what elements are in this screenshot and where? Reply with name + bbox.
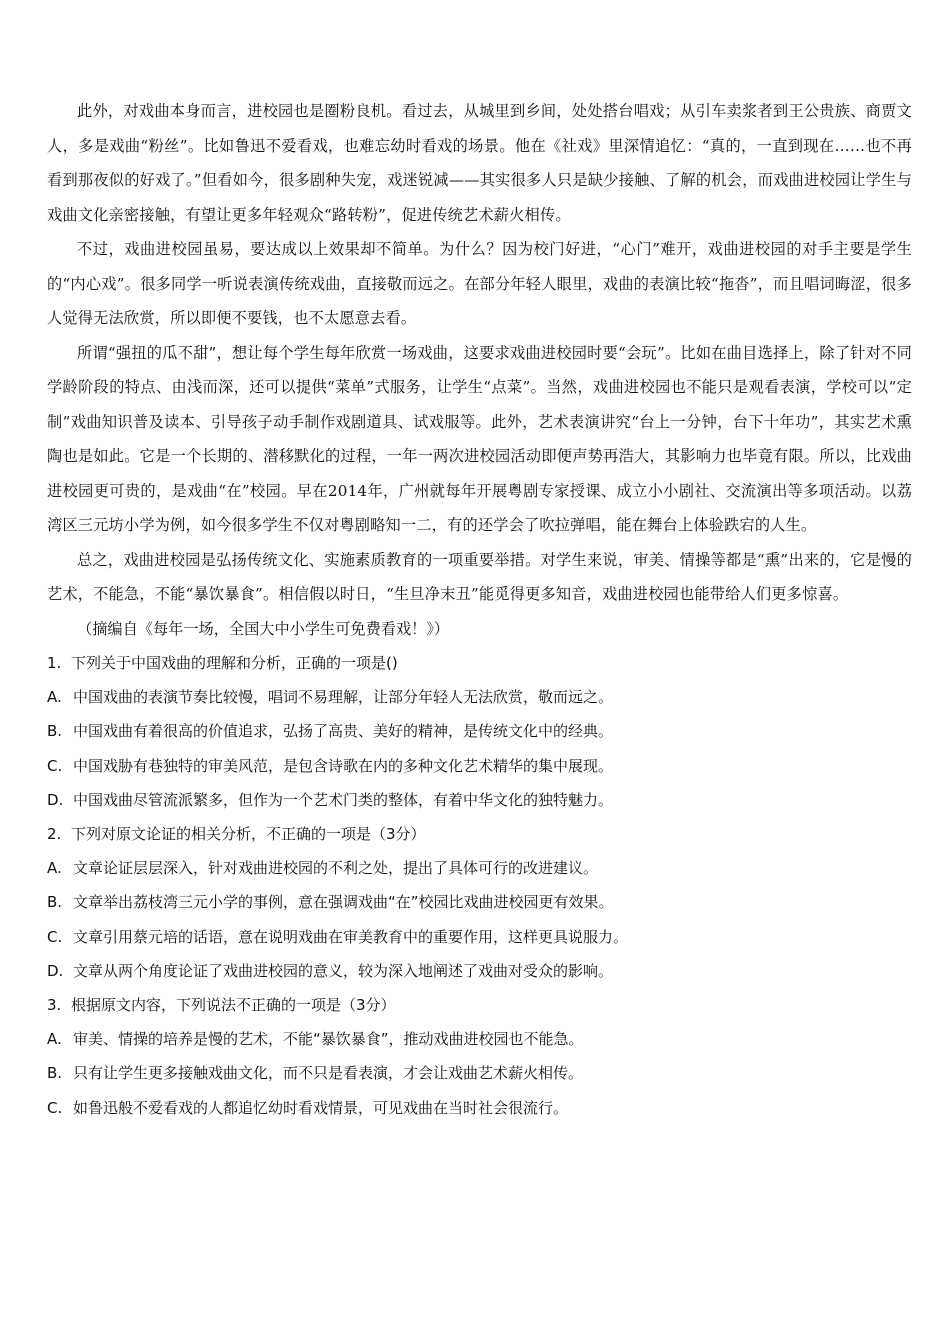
article-paragraph-1: 此外，对戏曲本身而言，进校园也是圈粉良机。看过去，从城里到乡间，处处搭台唱戏；从引车卖浆者到王公贵族、商贾文人，多是戏曲“粉丝”。比如鲁迅不爱看戏，也难忘幼时看戏的场景。他在《社戏》里深情追忆：“真的，一直到现在……也不再看到那夜似的好戏了。”但看如今，很多剧种失宠，戏迷锐减——其实很多人只是缺少接触、了解的机会，而戏曲进校园让学生与戏曲文化亲密接触，有望让更多年轻观众“路转粉”，促进传统艺术薪火相传。 — [47, 102, 912, 224]
question-stem — [47, 988, 912, 1022]
option-2d — [47, 954, 912, 988]
option-label: B. — [47, 722, 63, 741]
option-text: 中国戏曲尽管流派繁多，但作为一个艺术门类的整体，有着中华文化的独特魅力。 — [73, 790, 614, 809]
option-1b — [47, 714, 912, 748]
option-label: A. — [47, 1030, 62, 1049]
option-2c — [47, 920, 912, 954]
option-label: D. — [47, 790, 64, 809]
question-stem — [47, 817, 912, 851]
option-1c — [47, 749, 912, 783]
option-label: D. — [47, 961, 64, 980]
question-number: 2. — [47, 825, 62, 844]
option-2b — [47, 885, 912, 919]
question-text: 下列对原文论证的相关分析，不正确的一项是（3分） — [71, 825, 426, 844]
question-text: 根据原文内容，下列说法不正确的一项是（3分） — [71, 996, 396, 1015]
option-1a — [47, 680, 912, 714]
article-source: （摘编自《每年一场，全国大中小学生可免费看戏！》） — [77, 619, 450, 638]
option-3c — [47, 1091, 912, 1125]
question-number: 3. — [47, 996, 62, 1015]
option-text: 中国戏曲有着很高的价值追求，弘扬了高贵、美好的精神，是传统文化中的经典。 — [73, 722, 614, 741]
article — [47, 94, 912, 646]
option-text: 如鲁迅般不爱看戏的人都追忆幼时看戏情景，可见戏曲在当时社会很流行。 — [73, 1098, 569, 1117]
option-text: 文章引用蔡元培的话语，意在说明戏曲在审美教育中的重要作用，这样更具说服力。 — [73, 927, 629, 946]
question-number: 1. — [47, 654, 62, 672]
question-3 — [47, 988, 912, 1125]
article-paragraph-3: 所谓“强扭的瓜不甜”，想让每个学生每年欣赏一场戏曲，这要求戏曲进校园时要“会玩”。比如在曲目选择上，除了针对不同学龄阶段的特点、由浅而深，还可以提供“菜单”式服务，让学生“点菜”。当然，戏曲进校园也不能只是观看表演，学校可以“定制”戏曲知识普及读本、引导孩子动手制作戏剧道具、试戏服等。此外，艺术表演讲究“台上一分钟，台下十年功”，其实艺术熏陶也是如此。它是一个长期的、潜移默化的过程，一年一两次进校园活动即便声势再浩大，其影响力也毕竟有限。所以，比戏曲进校园更可贵的，是戏曲“在”校园。早在2014年，广州就每年开展粤剧专家授课、成立小小剧社、交流演出等多项活动。以荔湾区三元坊小学为例，如今很多学生不仅对粤剧略知一二，有的还学会了吹拉弹唱，能在舞台上体验跌宕的人生。 — [47, 343, 912, 534]
option-1d — [47, 783, 912, 817]
option-text: 文章举出荔枝湾三元小学的事例，意在强调戏曲“在”校园比戏曲进校园更有效果。 — [73, 893, 614, 912]
option-3b — [47, 1056, 912, 1090]
question-stem — [47, 646, 912, 680]
option-3a — [47, 1022, 912, 1056]
option-label: C. — [47, 1098, 63, 1117]
option-label: B. — [47, 1064, 63, 1083]
option-label: C. — [47, 756, 63, 775]
exam-page — [47, 94, 912, 1125]
option-text: 中国戏胁有巷独特的审美风范，是包含诗歌在内的多种文化艺术精华的集中展现。 — [73, 756, 614, 775]
question-1 — [47, 646, 912, 817]
article-paragraph-2: 不过，戏曲进校园虽易，要达成以上效果却不简单。为什么？因为校门好进，“心门”难开，戏曲进校园的对手主要是学生的“内心戏”。很多同学一听说表演传统戏曲，直接敬而远之。在部分年轻人眼里，戏曲的表演比较“拖沓”，而且唱词晦涩，很多人觉得无法欣赏，所以即便不要钱，也不太愿意去看。 — [47, 240, 912, 327]
option-label: B. — [47, 893, 63, 912]
option-label: C. — [47, 927, 63, 946]
option-text: 文章从两个角度论证了戏曲进校园的意义，较为深入地阐述了戏曲对受众的影响。 — [73, 961, 614, 980]
option-text: 审美、情操的培养是慢的艺术，不能“暴饮暴食”，推动戏曲进校园也不能急。 — [73, 1030, 584, 1049]
article-paragraph-4: 总之，戏曲进校园是弘扬传统文化、实施素质教育的一项重要举措。对学生来说，审美、情操等都是“熏”出来的，它是慢的艺术，不能急，不能“暴饮暴食”。相信假以时日，“生旦净末丑”能觅得更多知音，戏曲进校园也能带给人们更多惊喜。 — [47, 550, 912, 603]
question-text: 下列关于中国戏曲的理解和分析，正确的一项是() — [71, 654, 398, 672]
option-text: 中国戏曲的表演节奏比较慢，唱词不易理解，让部分年轻人无法欣赏，敬而远之。 — [73, 688, 614, 707]
option-2a — [47, 851, 912, 885]
question-2 — [47, 817, 912, 988]
option-text: 只有让学生更多接触戏曲文化，而不只是看表演，才会让戏曲艺术薪火相传。 — [73, 1064, 584, 1083]
option-label: A. — [47, 859, 62, 878]
option-label: A. — [47, 688, 62, 707]
option-text: 文章论证层层深入，针对戏曲进校园的不利之处，提出了具体可行的改进建议。 — [73, 859, 599, 878]
